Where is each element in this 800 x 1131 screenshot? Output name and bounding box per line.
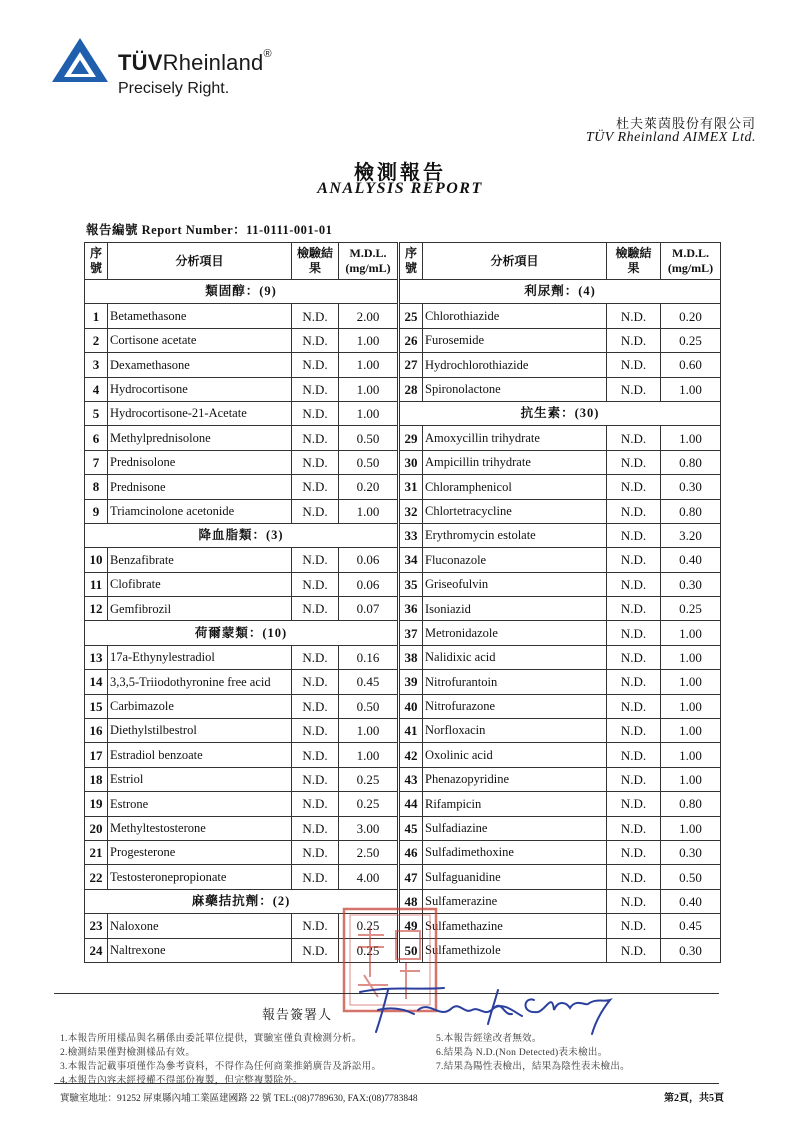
company-name-cn: 杜夫萊茵股份有限公司 <box>615 116 756 131</box>
item-number: 45 <box>399 816 423 840</box>
item-number: 33 <box>399 523 423 547</box>
mdl-value: 0.06 <box>339 572 399 596</box>
analyte-name: Fluconazole <box>423 548 607 572</box>
test-result: N.D. <box>292 328 339 352</box>
analyte-name: Nitrofurantoin <box>423 670 607 694</box>
mdl-value: 0.25 <box>339 792 399 816</box>
mdl-value: 0.20 <box>339 475 399 499</box>
analyte-name: Carbimazole <box>108 694 292 718</box>
analyte-name: Methyltestosterone <box>108 816 292 840</box>
analyte-name: 17a-Ethynylestradiol <box>108 645 292 669</box>
item-number: 38 <box>399 645 423 669</box>
test-result: N.D. <box>292 377 339 401</box>
test-result: N.D. <box>607 353 661 377</box>
table-row <box>85 304 721 328</box>
mdl-value: 0.30 <box>661 938 721 962</box>
test-result: N.D. <box>607 865 661 889</box>
analyte-name: Rifampicin <box>423 792 607 816</box>
item-number: 43 <box>399 767 423 791</box>
item-number: 24 <box>85 938 108 962</box>
table-row <box>85 719 721 743</box>
mdl-value: 0.20 <box>661 304 721 328</box>
item-number: 27 <box>399 353 423 377</box>
test-result: N.D. <box>292 840 339 864</box>
analyte-name: Sulfamerazine <box>423 889 607 913</box>
analyte-name: Dexamethasone <box>108 353 292 377</box>
test-result: N.D. <box>292 572 339 596</box>
item-number: 2 <box>85 328 108 352</box>
table-row <box>85 572 721 596</box>
analyte-name: Diethylstilbestrol <box>108 719 292 743</box>
test-result: N.D. <box>607 938 661 962</box>
item-number: 32 <box>399 499 423 523</box>
test-result: N.D. <box>292 450 339 474</box>
test-result: N.D. <box>292 743 339 767</box>
table-row <box>85 523 721 547</box>
lab-address: 實驗室地址：91252 屏東縣內埔工業區建國路 22 號 TEL:(08)7789630, FAX:(08)7783848 <box>60 1094 418 1104</box>
brand-name: TÜVRheinland® <box>118 48 272 75</box>
table-row <box>85 280 721 304</box>
test-result: N.D. <box>292 499 339 523</box>
mdl-value: 0.06 <box>339 548 399 572</box>
mdl-value: 0.30 <box>661 475 721 499</box>
table-row <box>85 670 721 694</box>
mdl-value: 1.00 <box>661 816 721 840</box>
item-number: 5 <box>85 401 108 425</box>
mdl-value: 1.00 <box>661 719 721 743</box>
analyte-name: Hydrocortisone-21-Acetate <box>108 401 292 425</box>
analyte-name: Chlorothiazide <box>423 304 607 328</box>
analyte-name: Hydrochlorothiazide <box>423 353 607 377</box>
item-number: 18 <box>85 767 108 791</box>
mdl-value: 0.25 <box>339 914 399 938</box>
test-result: N.D. <box>607 597 661 621</box>
mdl-value: 0.45 <box>661 914 721 938</box>
test-result: N.D. <box>292 645 339 669</box>
item-number: 37 <box>399 621 423 645</box>
analyte-name: Sulfadiazine <box>423 816 607 840</box>
test-result: N.D. <box>607 475 661 499</box>
table-row <box>85 621 721 645</box>
analyte-name: Sulfamethizole <box>423 938 607 962</box>
item-number: 30 <box>399 450 423 474</box>
mdl-value: 0.80 <box>661 792 721 816</box>
item-number: 4 <box>85 377 108 401</box>
note-7: 7.結果為陽性表檢出，結果為陰性表未檢出。 <box>436 1062 630 1072</box>
mdl-value: 0.30 <box>661 840 721 864</box>
analyte-name: Amoxycillin trihydrate <box>423 426 607 450</box>
analyte-name: Prednisone <box>108 475 292 499</box>
header-mdl: M.D.L. (mg/mL) <box>661 243 721 280</box>
test-result: N.D. <box>607 670 661 694</box>
test-result: N.D. <box>607 499 661 523</box>
item-number: 19 <box>85 792 108 816</box>
analyte-name: Erythromycin estolate <box>423 523 607 547</box>
analyte-name: Metronidazole <box>423 621 607 645</box>
handwritten-signature <box>348 980 628 1036</box>
test-result: N.D. <box>607 914 661 938</box>
item-number: 8 <box>85 475 108 499</box>
company-name-en: TÜV Rheinland AIMEX Ltd. <box>585 130 756 145</box>
mdl-value: 4.00 <box>339 865 399 889</box>
analyte-name: Sulfamethazine <box>423 914 607 938</box>
report-title-cn: 檢測報告 <box>354 162 446 184</box>
item-number: 17 <box>85 743 108 767</box>
mdl-value: 3.20 <box>661 523 721 547</box>
test-result: N.D. <box>607 328 661 352</box>
test-result: N.D. <box>607 889 661 913</box>
item-number: 46 <box>399 840 423 864</box>
item-number: 22 <box>85 865 108 889</box>
table-row <box>85 475 721 499</box>
footer-divider <box>54 1083 719 1084</box>
mdl-value: 1.00 <box>661 645 721 669</box>
category-heading: 荷爾蒙類：(10) <box>85 621 399 645</box>
item-number: 34 <box>399 548 423 572</box>
analyte-name: Ampicillin trihydrate <box>423 450 607 474</box>
item-number: 11 <box>85 572 108 596</box>
mdl-value: 0.80 <box>661 450 721 474</box>
mdl-value: 3.00 <box>339 816 399 840</box>
item-number: 39 <box>399 670 423 694</box>
mdl-value: 0.16 <box>339 645 399 669</box>
table-row <box>85 450 721 474</box>
mdl-value: 1.00 <box>339 401 399 425</box>
analyte-name: Estradiol benzoate <box>108 743 292 767</box>
analyte-name: Furosemide <box>423 328 607 352</box>
table-row <box>85 377 721 401</box>
mdl-value: 1.00 <box>661 743 721 767</box>
test-result: N.D. <box>607 621 661 645</box>
category-heading: 類固醇：(9) <box>85 280 399 304</box>
test-result: N.D. <box>292 767 339 791</box>
page-number: 第2頁，共5頁 <box>664 1093 724 1104</box>
category-heading: 麻藥拮抗劑：(2) <box>85 889 399 913</box>
note-1: 1.本報告所用樣品與名稱係由委託單位提供，實驗室僅負責檢測分析。 <box>60 1034 362 1044</box>
item-number: 26 <box>399 328 423 352</box>
test-result: N.D. <box>292 353 339 377</box>
mdl-value: 1.00 <box>339 499 399 523</box>
table-row <box>85 694 721 718</box>
test-result: N.D. <box>292 597 339 621</box>
analyte-name: Hydrocortisone <box>108 377 292 401</box>
analyte-name: Norfloxacin <box>423 719 607 743</box>
analyte-name: Gemfibrozil <box>108 597 292 621</box>
analyte-name: Cortisone acetate <box>108 328 292 352</box>
test-result: N.D. <box>607 377 661 401</box>
table-header-row <box>85 243 721 280</box>
item-number: 21 <box>85 840 108 864</box>
item-number: 29 <box>399 426 423 450</box>
table-row <box>85 865 721 889</box>
test-result: N.D. <box>292 914 339 938</box>
analyte-name: Phenazopyridine <box>423 767 607 791</box>
note-5: 5.本報告經塗改者無效。 <box>436 1034 542 1044</box>
category-heading: 利尿劑：(4) <box>399 280 721 304</box>
item-number: 31 <box>399 475 423 499</box>
analyte-name: Naltrexone <box>108 938 292 962</box>
test-result: N.D. <box>607 840 661 864</box>
test-result: N.D. <box>292 401 339 425</box>
analyte-name: Testosteronepropionate <box>108 865 292 889</box>
item-number: 13 <box>85 645 108 669</box>
header-item: 分析項目 <box>108 243 292 280</box>
table-row <box>85 840 721 864</box>
mdl-value: 1.00 <box>339 377 399 401</box>
test-result: N.D. <box>607 548 661 572</box>
mdl-value: 0.50 <box>339 450 399 474</box>
analyte-name: Isoniazid <box>423 597 607 621</box>
header-no: 序號 <box>85 243 108 280</box>
brand-tagline: Precisely Right. <box>118 80 230 97</box>
analyte-name: Griseofulvin <box>423 572 607 596</box>
mdl-value: 1.00 <box>661 621 721 645</box>
mdl-value: 0.25 <box>661 597 721 621</box>
note-6: 6.結果為 N.D.(Non Detected)表未檢出。 <box>436 1048 608 1058</box>
mdl-value: 1.00 <box>339 328 399 352</box>
mdl-value: 0.25 <box>339 767 399 791</box>
item-number: 6 <box>85 426 108 450</box>
table-row <box>85 767 721 791</box>
header-mdl: M.D.L. (mg/mL) <box>339 243 399 280</box>
item-number: 47 <box>399 865 423 889</box>
item-number: 42 <box>399 743 423 767</box>
item-number: 41 <box>399 719 423 743</box>
test-result: N.D. <box>292 426 339 450</box>
test-result: N.D. <box>607 767 661 791</box>
mdl-value: 1.00 <box>661 767 721 791</box>
tuv-triangle-logo-icon <box>50 36 110 84</box>
mdl-value: 0.25 <box>339 938 399 962</box>
item-number: 12 <box>85 597 108 621</box>
item-number: 10 <box>85 548 108 572</box>
item-number: 7 <box>85 450 108 474</box>
item-number: 1 <box>85 304 108 328</box>
analyte-name: Progesterone <box>108 840 292 864</box>
analyte-name: Methylprednisolone <box>108 426 292 450</box>
item-number: 28 <box>399 377 423 401</box>
mdl-value: 1.00 <box>661 670 721 694</box>
analyte-name: Triamcinolone acetonide <box>108 499 292 523</box>
mdl-value: 1.00 <box>339 353 399 377</box>
analyte-name: Spironolactone <box>423 377 607 401</box>
test-result: N.D. <box>607 743 661 767</box>
analysis-results-table <box>84 242 721 963</box>
header-no: 序號 <box>399 243 423 280</box>
item-number: 40 <box>399 694 423 718</box>
item-number: 16 <box>85 719 108 743</box>
test-result: N.D. <box>292 475 339 499</box>
mdl-value: 1.00 <box>339 719 399 743</box>
item-number: 3 <box>85 353 108 377</box>
analyte-name: Prednisolone <box>108 450 292 474</box>
item-number: 49 <box>399 914 423 938</box>
analyte-name: 3,3,5-Triiodothyronine free acid <box>108 670 292 694</box>
note-4: 4.本報告內容未經授權不得部份複製，但完整複製除外。 <box>60 1076 303 1086</box>
mdl-value: 1.00 <box>339 743 399 767</box>
test-result: N.D. <box>607 523 661 547</box>
item-number: 14 <box>85 670 108 694</box>
category-heading: 抗生素：(30) <box>399 401 721 425</box>
mdl-value: 0.25 <box>661 328 721 352</box>
test-result: N.D. <box>607 719 661 743</box>
analyte-name: Sulfaguanidine <box>423 865 607 889</box>
test-result: N.D. <box>607 572 661 596</box>
item-number: 35 <box>399 572 423 596</box>
analyte-name: Clofibrate <box>108 572 292 596</box>
report-number: 報告編號 Report Number：11-0111-001-01 <box>86 223 333 237</box>
test-result: N.D. <box>607 645 661 669</box>
test-result: N.D. <box>607 792 661 816</box>
note-3: 3.本報告記載事項僅作為參考資料，不得作為任何商業推銷廣告及訴訟用。 <box>60 1062 382 1072</box>
table-row <box>85 816 721 840</box>
table-row <box>85 499 721 523</box>
mdl-value: 1.00 <box>661 694 721 718</box>
table-row <box>85 645 721 669</box>
header-item: 分析項目 <box>423 243 607 280</box>
header-result: 檢驗結果 <box>607 243 661 280</box>
analyte-name: Naloxone <box>108 914 292 938</box>
mdl-value: 0.40 <box>661 548 721 572</box>
test-result: N.D. <box>607 450 661 474</box>
analyte-name: Estriol <box>108 767 292 791</box>
test-result: N.D. <box>292 670 339 694</box>
test-result: N.D. <box>292 304 339 328</box>
mdl-value: 0.30 <box>661 572 721 596</box>
test-result: N.D. <box>292 938 339 962</box>
item-number: 23 <box>85 914 108 938</box>
table-row <box>85 426 721 450</box>
mdl-value: 0.80 <box>661 499 721 523</box>
analyte-name: Nitrofurazone <box>423 694 607 718</box>
note-2: 2.檢測結果僅對檢測樣品有效。 <box>60 1048 196 1058</box>
mdl-value: 0.50 <box>339 426 399 450</box>
table-row <box>85 401 721 425</box>
table-row <box>85 548 721 572</box>
mdl-value: 0.07 <box>339 597 399 621</box>
signatory-label: 報告簽署人 <box>262 1007 333 1022</box>
analyte-name: Oxolinic acid <box>423 743 607 767</box>
test-result: N.D. <box>607 816 661 840</box>
item-number: 20 <box>85 816 108 840</box>
test-result: N.D. <box>292 816 339 840</box>
item-number: 15 <box>85 694 108 718</box>
mdl-value: 0.50 <box>661 865 721 889</box>
analyte-name: Chlortetracycline <box>423 499 607 523</box>
mdl-value: 0.40 <box>661 889 721 913</box>
test-result: N.D. <box>292 694 339 718</box>
item-number: 9 <box>85 499 108 523</box>
analyte-name: Benzafibrate <box>108 548 292 572</box>
mdl-value: 0.60 <box>661 353 721 377</box>
test-result: N.D. <box>292 548 339 572</box>
mdl-value: 2.00 <box>339 304 399 328</box>
mdl-value: 0.50 <box>339 694 399 718</box>
table-row <box>85 743 721 767</box>
table-row <box>85 597 721 621</box>
test-result: N.D. <box>292 865 339 889</box>
test-result: N.D. <box>607 426 661 450</box>
item-number: 44 <box>399 792 423 816</box>
test-result: N.D. <box>607 304 661 328</box>
mdl-value: 1.00 <box>661 377 721 401</box>
analyte-name: Nalidixic acid <box>423 645 607 669</box>
mdl-value: 1.00 <box>661 426 721 450</box>
mdl-value: 2.50 <box>339 840 399 864</box>
item-number: 36 <box>399 597 423 621</box>
table-row <box>85 353 721 377</box>
header-result: 檢驗結果 <box>292 243 339 280</box>
item-number: 50 <box>399 938 423 962</box>
test-result: N.D. <box>292 719 339 743</box>
analyte-name: Chloramphenicol <box>423 475 607 499</box>
mdl-value: 0.45 <box>339 670 399 694</box>
report-title-en: ANALYSIS REPORT <box>317 180 483 197</box>
analyte-name: Estrone <box>108 792 292 816</box>
item-number: 25 <box>399 304 423 328</box>
category-heading: 降血脂類：(3) <box>85 523 399 547</box>
test-result: N.D. <box>607 694 661 718</box>
test-result: N.D. <box>292 792 339 816</box>
table-row <box>85 328 721 352</box>
analyte-name: Sulfadimethoxine <box>423 840 607 864</box>
item-number: 48 <box>399 889 423 913</box>
analyte-name: Betamethasone <box>108 304 292 328</box>
table-row <box>85 792 721 816</box>
